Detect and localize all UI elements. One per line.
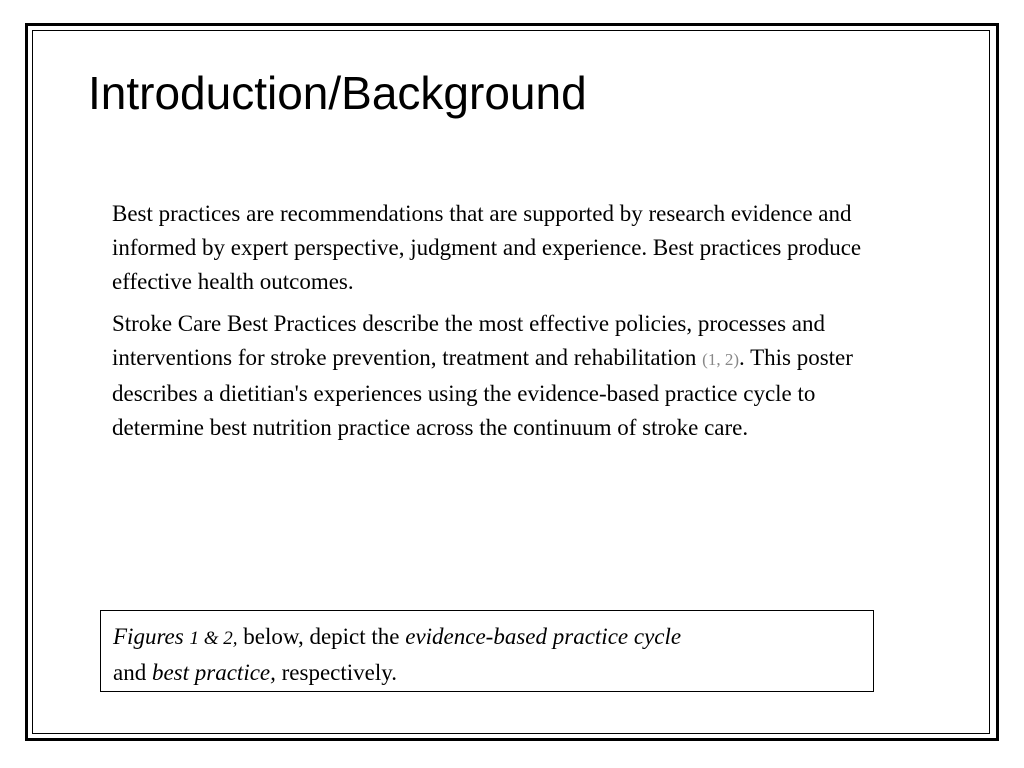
paragraph-stroke-care-end: . This poster describes a dietitian's experiences using the evidence-based practice cycle to determine best nutrition practice across the continuum of stroke care. — [112, 345, 853, 440]
body-text — [112, 197, 872, 453]
citation-reference: (1, 2) — [702, 350, 739, 369]
figure-caption-text-2: and — [113, 660, 152, 685]
paragraph-stroke-care — [112, 307, 872, 445]
paragraph-stroke-care-start: Stroke Care Best Practices describe the most effective policies, processes and interventions for stroke prevention, treatment and rehabilitation — [112, 311, 825, 370]
figures-numbers: 1 & 2, — [189, 628, 238, 649]
paragraph-best-practices: Best practices are recommendations that are supported by research evidence and informed by expert perspective, judgment and experience. Best practices produce effective health outcomes. — [112, 201, 862, 294]
figure-caption-text-1: below, depict the — [237, 624, 406, 649]
slide-title: Introduction/Background — [88, 67, 587, 119]
best-practice-term: best practice, — [151, 660, 276, 685]
figure-caption-box — [100, 610, 874, 692]
figure-caption-text-3: respectively. — [275, 660, 397, 685]
evidence-cycle-term: evidence-based practice cycle — [405, 624, 682, 649]
figures-label: Figures — [113, 624, 190, 649]
